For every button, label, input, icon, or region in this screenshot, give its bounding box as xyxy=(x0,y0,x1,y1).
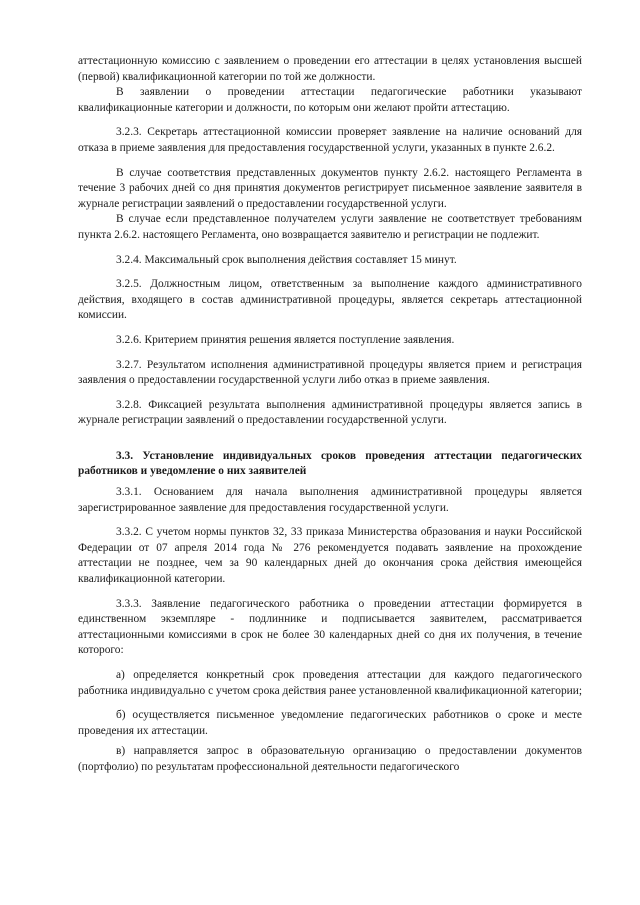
list-item-b: б) осуществляется письменное уведомление педагогических работников о сроке и месте проведения их аттестации. xyxy=(78,709,582,737)
paragraph-3-2-5: 3.2.5. Должностным лицом, ответственным за выполнение каждого административного действия, входящего в состав административной процедуры, является секретарь аттестационной комиссии. xyxy=(78,278,582,322)
paragraph-3-2-3-noncompliance: В случае если представленное получателем услуги заявление не соответствует требованиям пункта 2.6.2. настоящего Регламента, оно возвращается заявителю и регистрации не подлежит. xyxy=(78,213,582,241)
paragraph-3-3-3: 3.3.3. Заявление педагогического работника о проведении аттестации формируется в единственном экземпляре - подлиннике и подписывается заявителем, рассматривается аттестационными комиссиями в срок не более 30 календарных дней со дня их получения, в течение которого: xyxy=(78,597,582,657)
paragraph-3-2-6: 3.2.6. Критерием принятия решения является поступление заявления. xyxy=(116,333,455,346)
section-heading-3-3: 3.3. Установление индивидуальных сроков проведения аттестации педагогических работников и уведомление о них заявителей xyxy=(78,449,582,478)
paragraph-3-2-4: 3.2.4. Максимальный срок выполнения действия составляет 15 минут. xyxy=(116,253,457,266)
paragraph-3-3-1: 3.3.1. Основанием для начала выполнения административной процедуры является зарегистрированное заявление для предоставления государственной услуги. xyxy=(78,486,582,514)
paragraph-3-2-8: 3.2.8. Фиксацией результата выполнения административной процедуры является запись в журнале регистрации заявлений о предоставлении государственной услуги. xyxy=(78,398,582,427)
paragraph-continuation: аттестационную комиссию с заявлением о проведении его аттестации в целях установления высшей (первой) квалификационной категории по той же должности. xyxy=(78,55,582,83)
paragraph-application-contents: В заявлении о проведении аттестации педагогические работники указывают квалификационные категории и должности, по которым они желают пройти аттестацию. xyxy=(78,86,582,114)
paragraph-3-2-7: 3.2.7. Результатом исполнения административной процедуры является прием и регистрация заявления о предоставлении государственной услуги либо отказ в приеме заявления. xyxy=(78,358,582,387)
paragraph-3-2-3-compliance: В случае соответствия представленных документов пункту 2.6.2. настоящего Регламента в течение 3 рабочих дней со дня принятия документов регистрирует письменное заявление заявителя в журнале регистрации заявлений о предоставлении государственной услуги. xyxy=(78,166,582,210)
paragraph-3-3-2: 3.3.2. С учетом нормы пунктов 32, 33 приказа Министерства образования и науки Российской Федерации от 07 апреля 2014 года № 276 рекомендуется подавать заявление на прохождение аттестации не позднее, чем за 90 календарных дней до окончания срока действия имеющейся квалификационной категории. xyxy=(78,526,582,586)
document-body xyxy=(78,54,582,776)
list-item-v: в) направляется запрос в образовательную организацию о предоставлении документов (портфолио) по результатам профессиональной деятельности педагогического xyxy=(78,745,582,773)
list-item-a: а) определяется конкретный срок проведения аттестации для каждого педагогического работника индивидуально с учетом срока действия ранее установленной квалификационной категории; xyxy=(78,669,583,697)
paragraph-3-2-3: 3.2.3. Секретарь аттестационной комиссии проверяет заявление на наличие оснований для отказа в приеме заявления для предоставления государственной услуги, указанных в пункте 2.6.2. xyxy=(78,126,582,154)
